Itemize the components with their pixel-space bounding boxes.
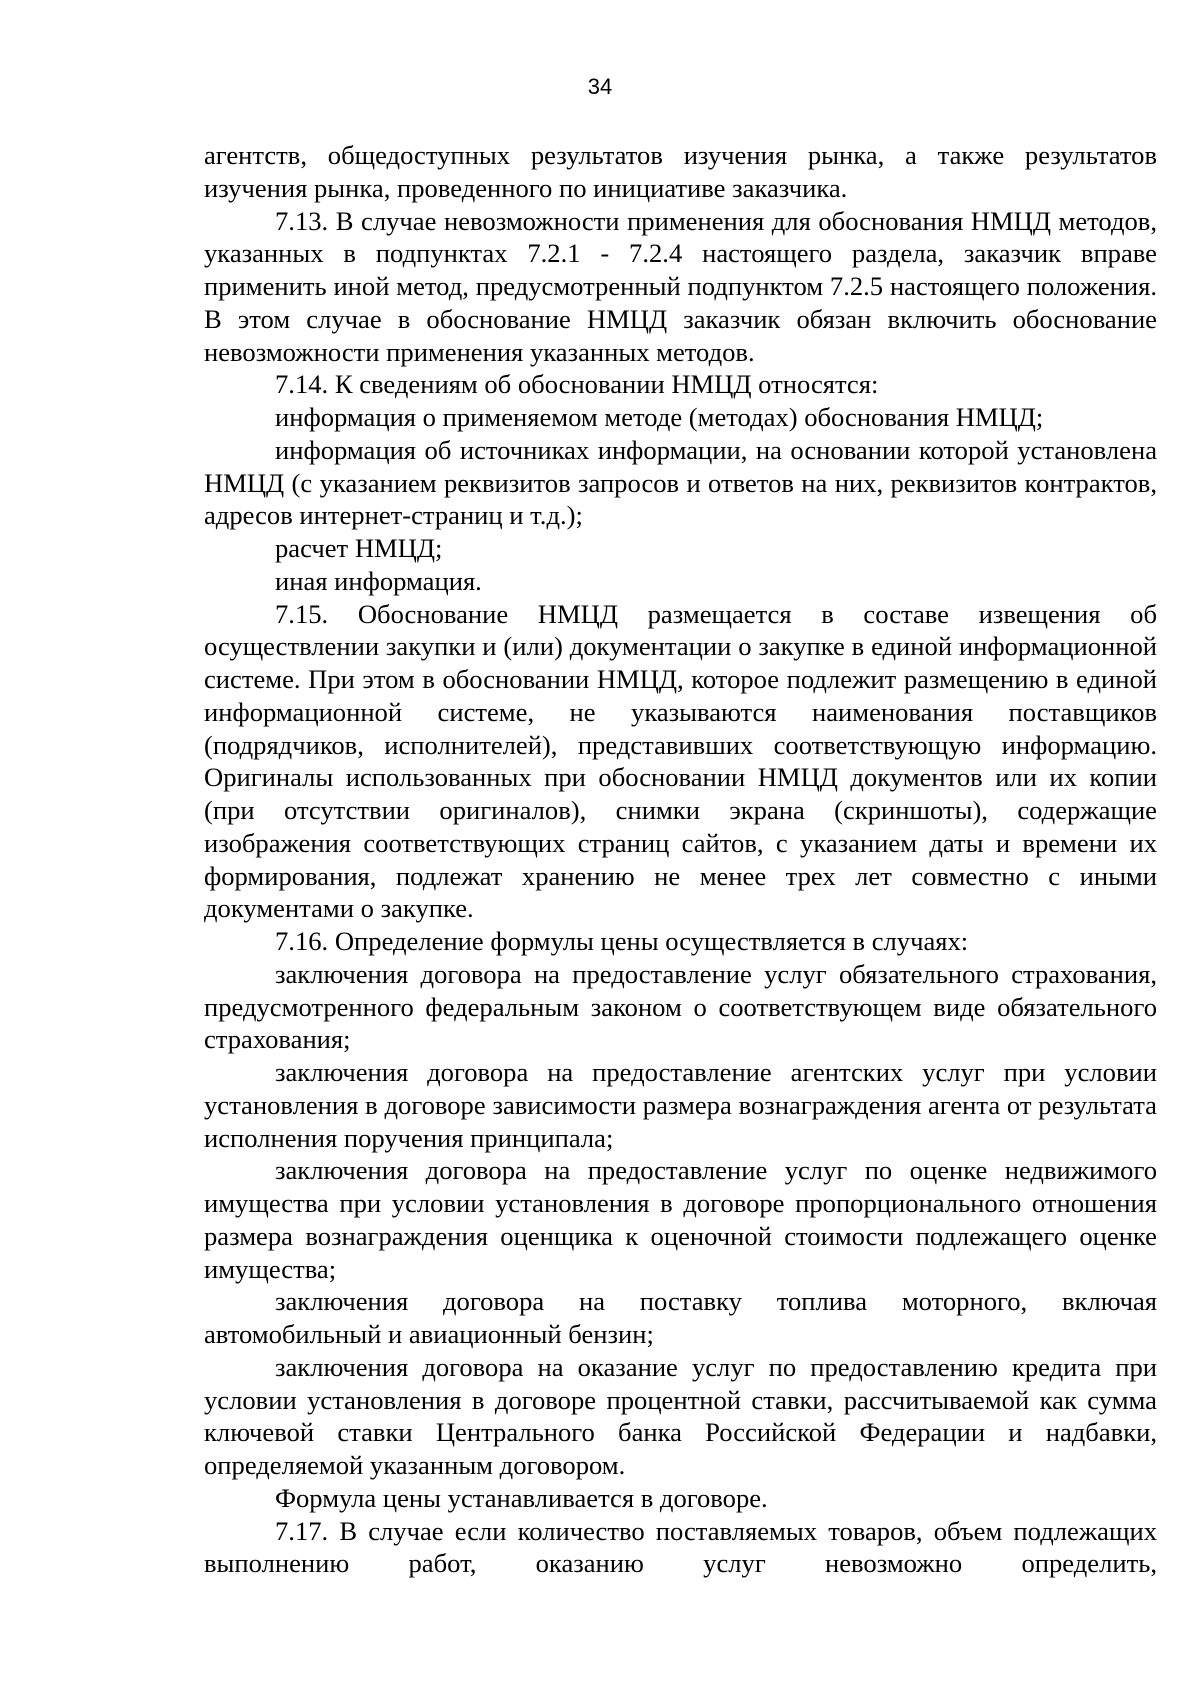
paragraph-7-16: 7.16. Определение формулы цены осуществляется в случаях: [275,926,969,956]
list-item: информация о применяемом методе (методах) обоснования НМЦД; [275,402,1044,432]
paragraph: Формула цены устанавливается в договоре. [275,1482,768,1513]
list-item: расчет НМЦД; [275,533,443,563]
document-body [204,139,1157,1580]
paragraph-7-17: 7.17. В случае если количество поставляемых товаров, объем подлежащих выполнению работ, оказанию услуг невозможно определить, [204,1515,1157,1579]
list-item: заключения договора на предоставление агентских услуг при условии установления в договоре зависимости размера вознаграждения агента от результата исполнения поручения принципала; [204,1057,1157,1153]
list-item: заключения договора на оказание услуг по предоставлению кредита при условии установления в договоре процентной ставки, рассчитываемой как сумма ключевой ставки Центрального банка Российской Федерации и надбавки, определяемой указанным договором. [204,1351,1157,1480]
paragraph: агентств, общедоступных результатов изучения рынка, а также результатов изучения рынка, проведенного по инициативе заказчика. [204,140,1157,203]
list-item: информация об источниках информации, на основании которой установлена НМЦД (с указанием реквизитов запросов и ответов на них, реквизитов контрактов, адресов интернет-страниц и т.д.); [204,434,1157,531]
paragraph-7-14: 7.14. К сведениям об обосновании НМЦД относятся: [275,369,879,400]
list-item: заключения договора на поставку топлива моторного, включая автомобильный и авиационный бензин; [204,1286,1157,1349]
page-number: 34 [587,74,613,99]
paragraph-7-15: 7.15. Обоснование НМЦД размещается в составе извещения об осуществлении закупки и (или) документации о закупке в единой информационной системе. При этом в обосновании НМЦД, которое подлежит размещению в единой информационной системе, не указываются наименования поставщиков (подрядчиков, исполнителей), представивших соответствующую информацию. Оригиналы использованных при обосновании НМЦД документов или их копии (при отсутствии оригиналов), снимки экрана (скриншоты), содержащие изображения соответствующих страниц сайтов, с указанием даты и времени их формирования, подлежат хранению не менее трех лет совместно с иными документами о закупке. [204,598,1157,924]
list-item: заключения договора на предоставление услуг по оценке недвижимого имущества при условии установления в договоре пропорционального отношения размера вознаграждения оценщика к оценочной стоимости подлежащего оценке имущества; [204,1155,1157,1284]
paragraph-7-13: 7.13. В случае невозможности применения для обоснования НМЦД методов, указанных в подпунктах 7.2.1 - 7.2.4 настоящего раздела, заказчик вправе применить иной метод, предусмотренный подпунктом 7.2.5 настоящего положения. В этом случае в обоснование НМЦД заказчик обязан включить обоснование невозможности применения указанных методов. [204,205,1157,367]
list-item: заключения договора на предоставление услуг обязательного страхования, предусмотренного федеральным законом о соответствующем виде обязательного страхования; [204,958,1157,1055]
list-item: иная информация. [275,565,482,596]
